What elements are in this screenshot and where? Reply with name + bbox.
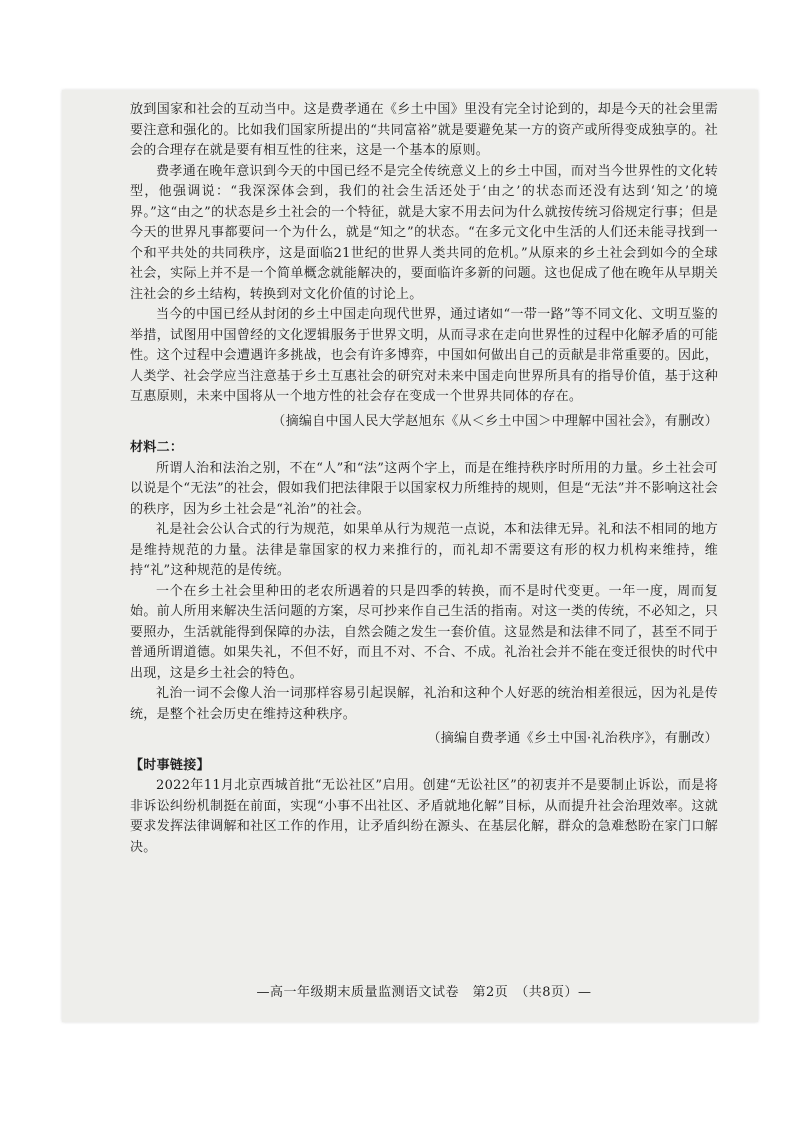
paragraph-3: 当今的中国已经从封闭的乡土中国走向现代世界，通过诸如“一带一路”等不同文化、文明互鉴的举措，试图用中国曾经的文化逻辑服务于世界文明，从而寻求在走向世界性的过程中化解矛盾的可能性。这个过程中会遭遇许多挑战，也会有许多博弈，中国如何做出自己的贡献是非常重要的。因此，人类学、社会学应当注意基于乡土互惠社会的研究对未来中国走向世界所具有的指导价值，基于这种互惠原则，未来中国将从一个地方性的社会存在变成一个世界共同体的存在。 [130,307,718,404]
paragraph-1: 放到国家和社会的互动当中。这是费孝通在《乡土中国》里没有完全讨论到的，却是今天的社会里需要注意和强化的。比如我们国家所提出的“共同富裕”就是要避免某一方的资产或所得变成独享的。社会的合理存在就是要有相互性的往来，这是一个基本的原则。 [130,102,718,158]
paragraph-m2-3: 一个在乡土社会里种田的老农所遇着的只是四季的转换，而不是时代变更。一年一度，周而复始。前人所用来解决生活问题的方案，尽可抄来作自己生活的指南。对这一类的传统，不必知之，只要照办，生活就能得到保障的办法，自然会随之发生一套价值。这显然是和法律不同了，甚至不同于普通所谓道德。如果失礼，不但不好，而且不对、不合、不成。礼治社会并不能在变迁很快的时代中出现，这是乡土社会的特色。 [130,583,718,681]
source-citation-1: （摘编自中国人民大学赵旭东《从＜乡土中国＞中理解中国社会》，有删改） [272,413,718,429]
paragraph-m2-2: 礼是社会公认合式的行为规范，如果单从行为规范一点说，本和法律无异。礼和法不相同的地方是维持规范的力量。法律是靠国家的权力来推行的，而礼却不需要这有形的权力机构来维持，维持“礼”这种规范的是传统。 [130,522,718,578]
source-citation-2: （摘编自费孝通《乡土中国·礼治秩序》，有删改） [427,731,718,746]
page-content [130,100,718,858]
page-footer: —高一年级期末质量监测语文试卷 第2页 （共8页）— [256,985,592,1000]
paragraph-m2-1: 所谓人治和法治之别，不在“人”和“法”这两个字上，而是在维持秩序时所用的力量。乡土社会可以说是个“无法”的社会，假如我们把法律限于以国家权力所维持的规则，但是“无法”并不影响这社会的秩序，因为乡土社会是“礼治”的社会。 [130,460,718,517]
paragraph-m2-4: 礼治一词不会像人治一词那样容易引起误解，礼治和这种个人好恶的统治相差很远，因为礼是传统，是整个社会历史在维持这种秩序。 [130,686,718,722]
news-link-paragraph: 2022年11月北京西城首批“无讼社区”启用。创建“无讼社区”的初衷并不是要制止诉讼，而是将非诉讼纠纷机制挺在前面，实现“小事不出社区、矛盾就地化解”目标，从而提升社会治理效率。这就要求发挥法律调解和社区工作的作用，让矛盾纠纷在源头、在基层化解，群众的急难愁盼在家门口解决。 [130,778,718,855]
news-link-heading: 【时事链接】 [130,757,210,773]
paragraph-2: 费孝通在晚年意识到今天的中国已经不是完全传统意义上的乡土中国，而对当今世界性的文化转型，他强调说：“我深深体会到，我们的社会生活还处于‘由之’的状态而还没有达到‘知之’的境界。”这“由之”的状态是乡土社会的一个特征，就是大家不用去问为什么就按传统习俗规定行事；但是今天的世界凡事都要问一个为什么，就是“知之”的状态。“在多元文化中生活的人们还未能寻找到一个和平共处的共同秩序，这是面临21世纪的世界人类共同的危机。”从原来的乡土社会到如今的全球社会，实际上并不是一个简单概念就能解决的，要面临许多新的问题。这也促成了他在晚年从早期关注社会的乡土结构，转换到对文化价值的讨论上。 [130,163,718,302]
material-2-heading: 材料二： [130,440,184,455]
